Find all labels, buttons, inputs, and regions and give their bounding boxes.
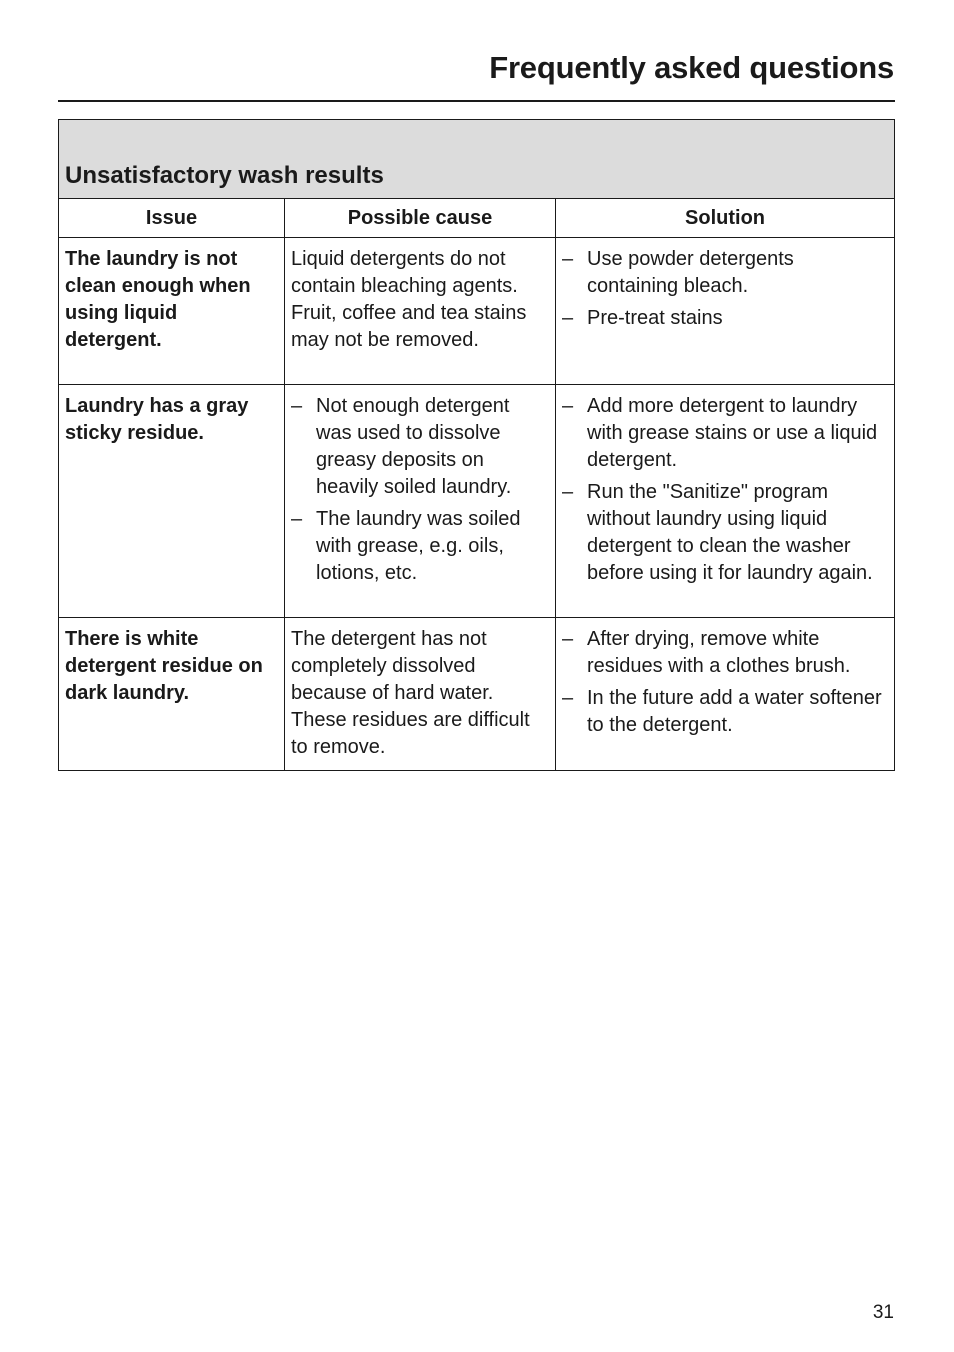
issue-cell: Laundry has a gray sticky residue. [59,385,285,618]
list-item: – After drying, remove white residues with a clothes brush. [562,626,888,680]
solution-list [562,393,888,587]
solution-list [562,626,888,739]
table-row [59,618,895,771]
issue-cell: There is white detergent residue on dark laundry. [59,618,285,771]
page-title: Frequently asked questions [489,50,894,85]
column-header-issue: Issue [59,199,285,238]
list-item: – Pre-treat stains [562,305,888,332]
table-row [59,238,895,385]
title-divider [58,100,895,102]
page-number: 31 [872,1302,894,1323]
cause-cell: The detergent has not completely dissolved because of hard water. These residues are difficult to remove. [285,618,556,771]
issue-cell: The laundry is not clean enough when using liquid detergent. [59,238,285,385]
solution-cell [556,238,895,385]
cause-cell [285,385,556,618]
list-item: – Run the "Sanitize" program without laundry using liquid detergent to clean the washer before using it for laundry again. [562,479,888,587]
cause-cell: Liquid detergents do not contain bleaching agents. Fruit, coffee and tea stains may not be removed. [285,238,556,385]
solution-cell [556,385,895,618]
faq-table [58,119,895,771]
section-title: Unsatisfactory wash results [65,162,384,189]
list-item: – In the future add a water softener to the detergent. [562,685,888,739]
column-header-row [59,199,895,238]
section-header-cell [59,120,895,199]
column-header-cause: Possible cause [285,199,556,238]
list-item: – Not enough detergent was used to dissolve greasy deposits on heavily soiled laundry. [291,393,549,501]
table-row [59,385,895,618]
cause-list [291,393,549,587]
list-item: – Use powder detergents containing bleach. [562,246,888,300]
section-header-row [59,120,895,199]
list-item: – The laundry was soiled with grease, e.g. oils, lotions, etc. [291,506,549,587]
list-item: – Add more detergent to laundry with grease stains or use a liquid detergent. [562,393,888,474]
solution-list [562,246,888,332]
solution-cell [556,618,895,771]
column-header-solution: Solution [556,199,895,238]
